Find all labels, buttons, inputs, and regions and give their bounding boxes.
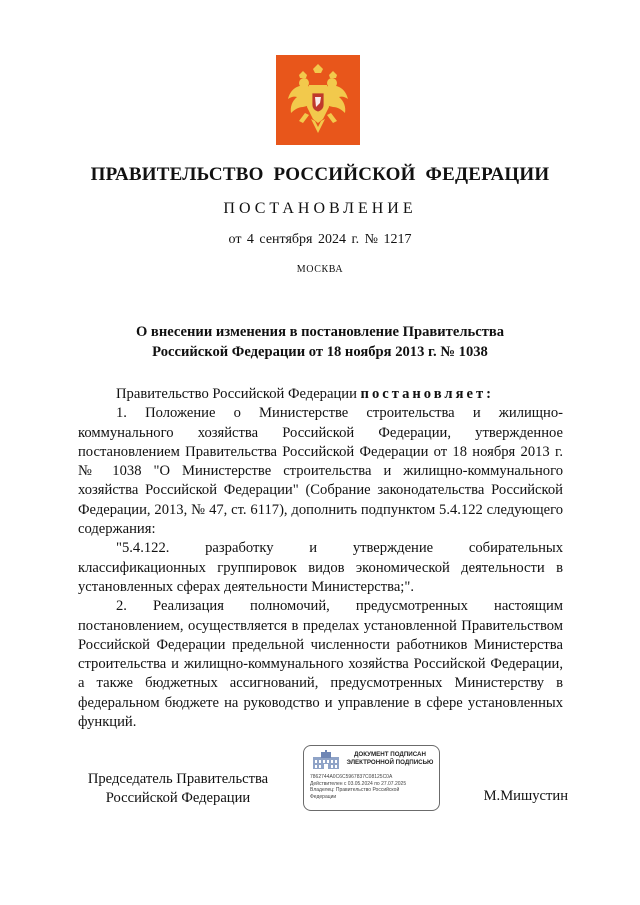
paragraph-quote: "5.4.122. разработку и утверждение собирательных классификационных группировок видов экономической деятельности в установленных сферах деятельности Министерства;".: [78, 540, 563, 595]
document-date-number: от 4 сентября 2024 г. № 1217: [228, 232, 412, 247]
preamble: [78, 385, 563, 404]
subject-line-1: О внесении изменения в постановление Правительства: [135, 324, 505, 340]
signatory-position-line-1: Председатель Правительства: [87, 771, 269, 787]
signatory-position-line-2: Российской Федерации: [105, 790, 251, 806]
electronic-signature-stamp: [303, 745, 440, 811]
document-city: МОСКВА: [296, 264, 344, 275]
paragraph-1: 1. Положение о Министерстве строительства и жилищно-коммунального хозяйства Российской Федерации, утвержденное постановлением Правительства Российской Федерации от 18 ноября 2013 г. № 1038 "О Министерстве строительства и жилищно-коммунального хозяйства Российской Федерации" (Собрание законодательства Российской Федерации, 2013, № 47, ст. 6117), дополнить подпунктом 5.4.122 следующего содержания:: [78, 405, 563, 538]
building-icon: [312, 750, 340, 770]
preamble-text: Правительство Российской Федерации: [116, 386, 361, 402]
signatory-name: М.Мишустин: [483, 788, 568, 804]
document-type: ПОСТАНОВЛЕНИЕ: [223, 200, 417, 217]
stamp-header: [308, 750, 435, 770]
document-body: [78, 385, 563, 732]
stamp-validity: Действителен с 03.05.2024 по 27.07.2025: [310, 780, 407, 787]
stamp-owner-line-2: Федерации: [310, 793, 337, 800]
subject-line-2: Российской Федерации от 18 ноября 2013 г. № 1038: [152, 344, 488, 360]
paragraph-2: 2. Реализация полномочий, предусмотренных настоящим постановлением, осуществляется в пределах установленной Правительством Российской Федерации предельной численности работников Министерства строительства и жилищно-коммунального хозяйства Российской Федерации, а также бюджетных ассигнований, предусмотренных Министерству в федеральном бюджете на руководство и управление в сфере установленных функций.: [78, 598, 563, 731]
coat-of-arms-icon: [276, 55, 360, 145]
signatory-position: [78, 770, 278, 808]
document-subject: [90, 322, 550, 362]
stamp-title: [344, 751, 436, 767]
stamp-certificate-serial: 7862744A0C6C5967837C08125C0A: [310, 774, 393, 780]
stamp-details: [310, 774, 438, 800]
preamble-decree-word: постановляет:: [360, 386, 494, 402]
stamp-owner-line-1: Владелец: Правительство Российской: [310, 787, 400, 794]
government-title: ПРАВИТЕЛЬСТВО РОССИЙСКОЙ ФЕДЕРАЦИИ: [90, 164, 550, 185]
stamp-title-line-2: ЭЛЕКТРОННОЙ ПОДПИСЬЮ: [346, 759, 434, 766]
stamp-title-line-1: ДОКУМЕНТ ПОДПИСАН: [354, 751, 426, 758]
double-headed-eagle-icon: [285, 63, 351, 137]
